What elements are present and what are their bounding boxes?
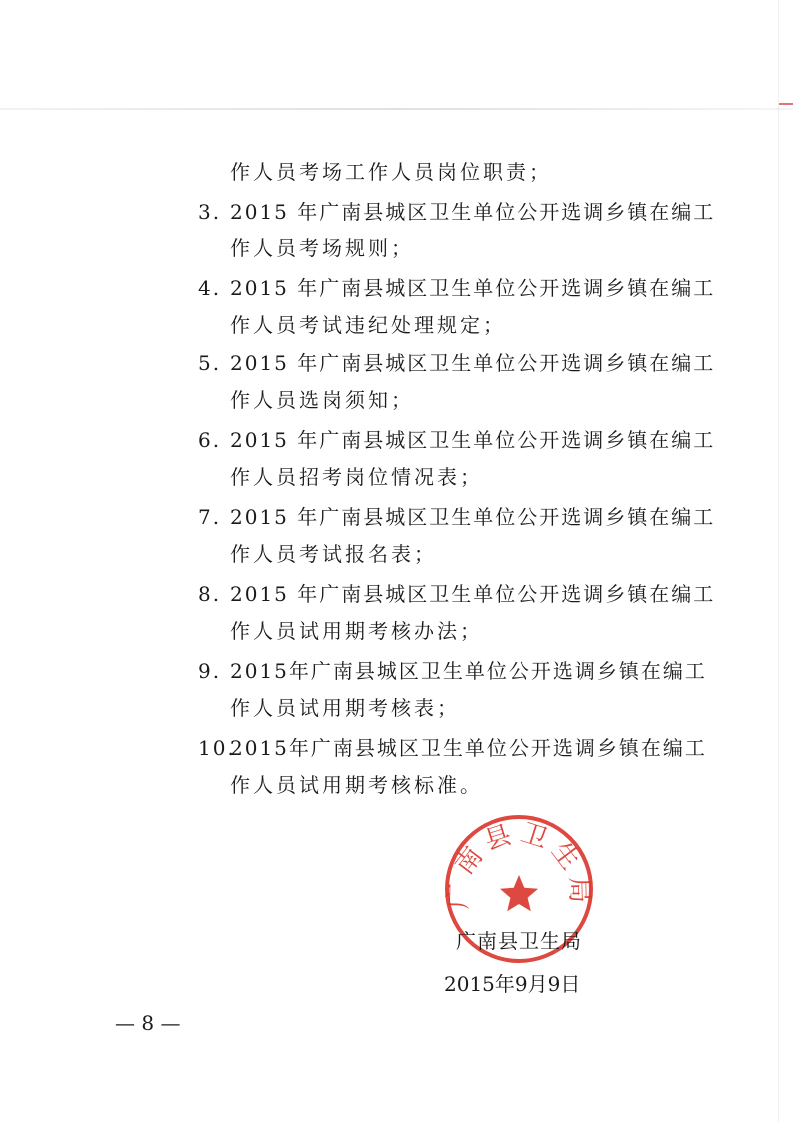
- list-item: [198, 424, 715, 453]
- item-text: 2015年广南县城区卫生单位公开选调乡镇在编工: [230, 736, 707, 760]
- issuer-signature: 广南县卫生局: [456, 929, 582, 953]
- item-text: 2015 年广南县城区卫生单位公开选调乡镇在编工: [230, 582, 716, 606]
- list-item: [198, 578, 715, 607]
- item-text-continued: 作人员考试违纪处理规定；: [230, 313, 506, 337]
- list-item: [198, 501, 715, 530]
- item-text-continued: 作人员试用期考核标准。: [230, 773, 483, 797]
- star-icon: [500, 875, 538, 911]
- scan-artifact-line: [0, 108, 793, 110]
- page-number: — 8 —: [115, 1011, 181, 1035]
- scan-mark: [779, 103, 793, 105]
- item-text-continued: 作人员招考岗位情况表；: [230, 465, 483, 489]
- item-text-continued: 作人员考试报名表；: [230, 542, 437, 566]
- page-edge: [778, 0, 779, 1122]
- item-number: 8.: [198, 582, 222, 606]
- item-number: 4.: [198, 276, 222, 300]
- item-text: 2015 年广南县城区卫生单位公开选调乡镇在编工: [230, 428, 716, 452]
- list-item: [198, 347, 715, 376]
- item-number: 3.: [198, 200, 222, 224]
- seal-text: 广南县卫生局: [443, 818, 595, 910]
- list-item: [198, 655, 707, 684]
- item-text: 2015 年广南县城区卫生单位公开选调乡镇在编工: [230, 200, 716, 224]
- item-number: 9.: [198, 659, 222, 683]
- item-text: 2015 年广南县城区卫生单位公开选调乡镇在编工: [230, 505, 716, 529]
- list-item: [198, 272, 715, 301]
- item-number: 6.: [198, 428, 222, 452]
- item-text: 2015年广南县城区卫生单位公开选调乡镇在编工: [230, 659, 707, 683]
- item-text-continued: 作人员试用期考核表；: [230, 696, 460, 720]
- item-text: 2015 年广南县城区卫生单位公开选调乡镇在编工: [230, 351, 716, 375]
- continued-line: 作人员考场工作人员岗位职责；: [230, 160, 552, 184]
- item-number: 5.: [198, 351, 222, 375]
- list-item: [198, 732, 707, 761]
- item-text-continued: 作人员考场规则；: [230, 236, 414, 260]
- item-text-continued: 作人员选岗须知；: [230, 388, 414, 412]
- item-text: 2015 年广南县城区卫生单位公开选调乡镇在编工: [230, 276, 716, 300]
- item-number: 7.: [198, 505, 222, 529]
- item-number: 10.: [198, 736, 236, 760]
- issue-date: 2015年9月9日: [444, 972, 581, 996]
- list-item: [198, 196, 715, 225]
- item-text-continued: 作人员试用期考核办法；: [230, 619, 483, 643]
